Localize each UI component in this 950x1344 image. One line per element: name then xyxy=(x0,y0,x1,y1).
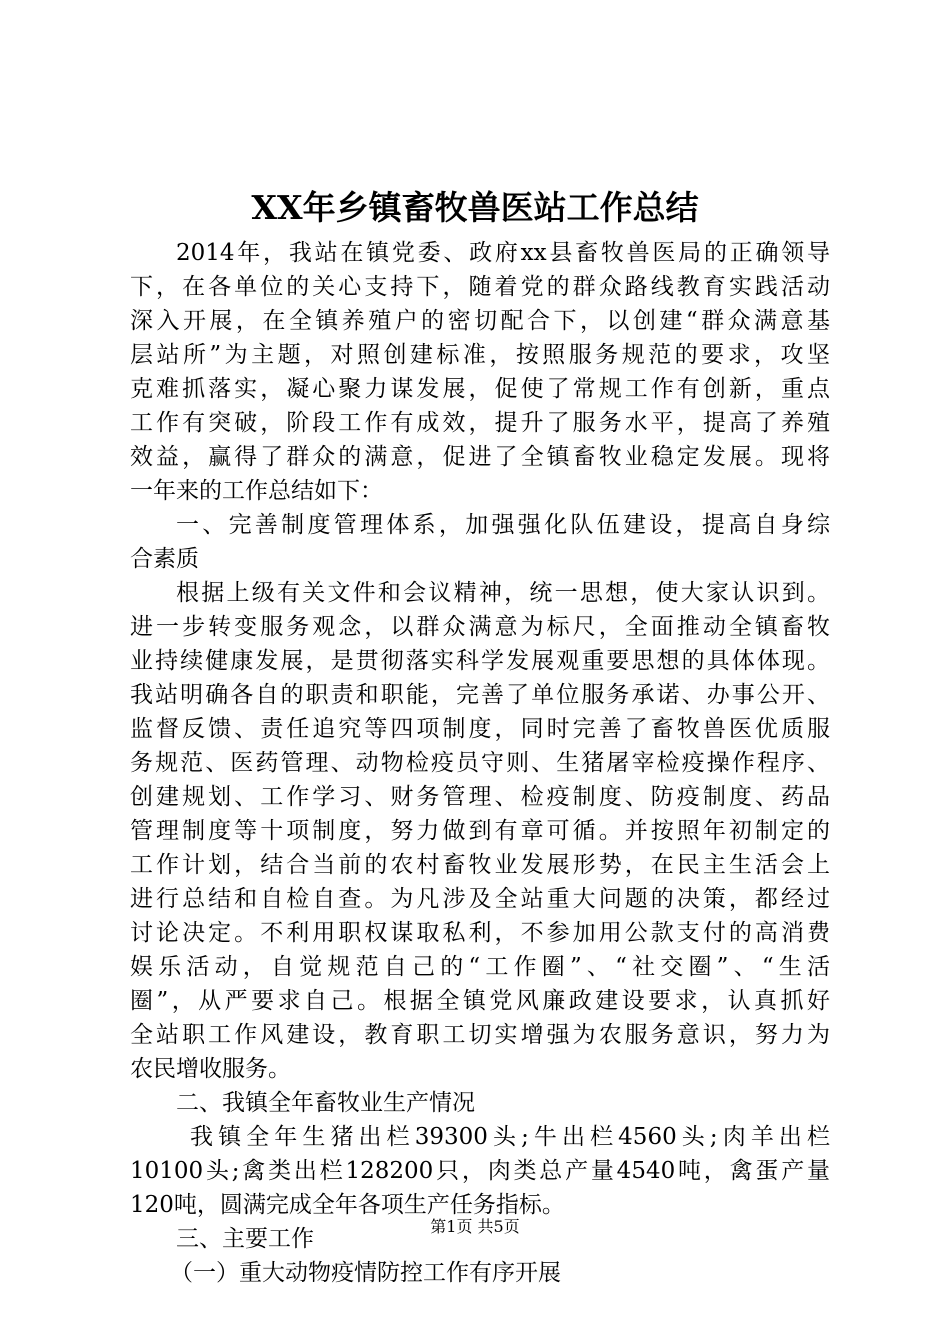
body-line: 娱乐活动，自觉规范自己的“工作圈”、“社交圈”、“生活 xyxy=(130,954,830,980)
body-line: 进行总结和自检自查。为凡涉及全站重大问题的决策，都经过 xyxy=(130,886,830,912)
body-line: 我站明确各自的职责和职能，完善了单位服务承诺、办事公开、 xyxy=(130,682,830,708)
body-line: 2014年，我站在镇党委、政府xx县畜牧兽医局的正确领导 xyxy=(176,240,830,266)
subsection-heading: （一）重大动物疫情防控工作有序开展 xyxy=(170,1260,561,1286)
body-line: 监督反馈、责任追究等四项制度，同时完善了畜牧兽医优质服 xyxy=(130,716,830,742)
document-body xyxy=(130,236,830,1290)
body-line: 工作计划，结合当前的农村畜牧业发展形势，在民主生活会上 xyxy=(130,852,830,878)
section-heading: 合素质 xyxy=(130,546,199,572)
section-heading: 三、主要工作 xyxy=(176,1226,314,1252)
body-line: 下，在各单位的关心支持下，随着党的群众路线教育实践活动 xyxy=(130,274,830,300)
body-line: 根据上级有关文件和会议精神，统一思想，使大家认识到。 xyxy=(176,580,830,606)
body-line: 10100头;禽类出栏128200只，肉类总产量4540吨，禽蛋产量 xyxy=(130,1158,830,1184)
body-line: 层站所”为主题，对照创建标准，按照服务规范的要求，攻坚 xyxy=(130,342,830,368)
body-line: 农民增收服务。 xyxy=(130,1056,291,1082)
body-line: 进一步转变服务观念，以群众满意为标尺，全面推动全镇畜牧 xyxy=(130,614,830,640)
body-line: 讨论决定。不利用职权谋取私利，不参加用公款支付的高消费 xyxy=(130,920,830,946)
body-line: 120吨，圆满完成全年各项生产任务指标。 xyxy=(130,1192,565,1218)
section-heading: 二、我镇全年畜牧业生产情况 xyxy=(176,1090,475,1116)
body-line: 一年来的工作总结如下： xyxy=(130,478,383,504)
body-line: 深入开展，在全镇养殖户的密切配合下，以创建“群众满意基 xyxy=(130,308,830,334)
body-line: 务规范、医药管理、动物检疫员守则、生猪屠宰检疫操作程序、 xyxy=(130,750,830,776)
document-title: XX年乡镇畜牧兽医站工作总结 xyxy=(251,188,699,227)
body-line: 克难抓落实，凝心聚力谋发展，促使了常规工作有创新，重点 xyxy=(130,376,830,402)
body-line: 全站职工作风建设，教育职工切实增强为农服务意识，努力为 xyxy=(130,1022,830,1048)
body-line: 效益，赢得了群众的满意，促进了全镇畜牧业稳定发展。现将 xyxy=(130,444,830,470)
page-number-footer: 第1页 共5页 xyxy=(430,1217,520,1236)
body-line: 圈”，从严要求自己。根据全镇党风廉政建设要求，认真抓好 xyxy=(130,988,830,1014)
body-line: 业持续健康发展，是贯彻落实科学发展观重要思想的具体体现。 xyxy=(130,648,830,674)
section-heading: 一、完善制度管理体系，加强强化队伍建设，提高自身综 xyxy=(176,512,830,538)
body-line: 管理制度等十项制度，努力做到有章可循。并按照年初制定的 xyxy=(130,818,830,844)
body-line: 工作有突破，阶段工作有成效，提升了服务水平，提高了养殖 xyxy=(130,410,830,436)
body-line: 我镇全年生猪出栏39300头;牛出栏4560头;肉羊出栏 xyxy=(190,1124,830,1150)
body-line: 创建规划、工作学习、财务管理、检疫制度、防疫制度、药品 xyxy=(130,784,830,810)
